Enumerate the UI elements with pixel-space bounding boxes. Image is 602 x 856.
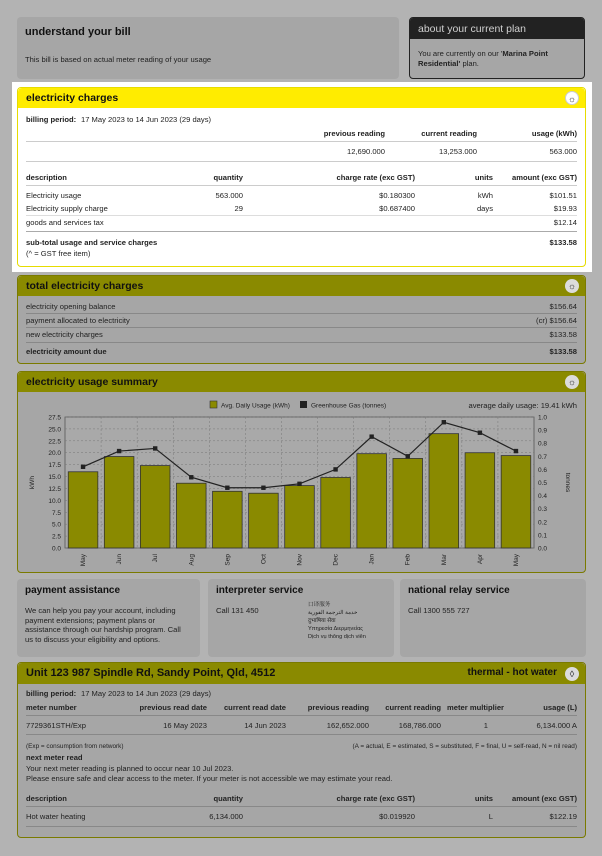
charge-units: L xyxy=(488,812,493,821)
x-tick-label: Dec xyxy=(332,554,340,566)
x-tick-label: Mar xyxy=(440,554,448,566)
y2-tick-label: 0.4 xyxy=(538,493,548,501)
greenhouse-point xyxy=(333,467,337,471)
electricity-charges-card xyxy=(17,87,586,267)
total-label: new electricity charges xyxy=(26,330,103,339)
amount-due-value: $133.58 xyxy=(549,347,577,356)
charge-rate: $0.180300 xyxy=(379,191,415,200)
meter-value: 7729361STH/Exp xyxy=(26,721,86,730)
charge-units: kWh xyxy=(477,191,493,200)
col-header: amount (exc GST) xyxy=(512,173,577,182)
divider xyxy=(26,342,577,343)
reading-value: 563.000 xyxy=(549,147,577,156)
greenhouse-point xyxy=(442,420,446,424)
amount-due-label: electricity amount due xyxy=(26,347,107,356)
total-value: $133.58 xyxy=(549,330,577,339)
bar xyxy=(393,458,423,548)
y-tick-label: 7.5 xyxy=(51,509,61,517)
col-header: amount (exc GST) xyxy=(512,794,577,803)
greenhouse-point xyxy=(369,434,373,438)
y-tick-label: 22.5 xyxy=(48,438,61,446)
x-tick-label: Feb xyxy=(404,554,412,566)
next-read-title: next meter read xyxy=(26,753,83,762)
read-codes-note: (A = actual, E = estimated, S = substituted, F = final, U = self-read, N = nil read) xyxy=(352,743,577,750)
language-line: दुभाषिया सेवा xyxy=(308,618,336,624)
col-header: quantity xyxy=(213,794,243,803)
interpreter-languages xyxy=(308,601,366,641)
divider xyxy=(26,231,577,232)
y-axis-label: kWh xyxy=(29,476,36,489)
x-tick-label: Jul xyxy=(152,554,160,563)
x-tick-label: Apr xyxy=(476,554,484,565)
usage-chart xyxy=(18,396,584,571)
greenhouse-point xyxy=(189,475,193,479)
billing-period-row xyxy=(26,114,577,126)
charge-amount: $101.51 xyxy=(549,191,577,200)
y2-tick-label: 1.0 xyxy=(538,414,548,422)
language-line: Υπηρεσία Διερμηνείας xyxy=(308,626,364,632)
y2-tick-label: 0.9 xyxy=(538,427,548,435)
legend-swatch xyxy=(210,401,217,408)
language-line: Dịch vụ thông dịch viên xyxy=(308,634,366,640)
charge-desc: Electricity usage xyxy=(26,191,82,200)
interpreter-title: interpreter service xyxy=(216,585,304,596)
x-tick-label: Sep xyxy=(224,554,232,566)
subtotal-value: $133.58 xyxy=(549,238,577,247)
meter-value: 168,786.000 xyxy=(398,721,441,730)
next-read-text-row xyxy=(26,773,577,785)
hw-header-row xyxy=(26,793,577,805)
payment-assistance-title: payment assistance xyxy=(25,585,121,596)
legend-label: Greenhouse Gas (tonnes) xyxy=(311,402,387,410)
greenhouse-point xyxy=(297,482,301,486)
meter-header: current read date xyxy=(223,703,286,712)
legend-label: Avg. Daily Usage (kWh) xyxy=(221,402,290,410)
language-line: خدمة الترجمة الفورية xyxy=(308,610,358,616)
y2-axis-label: tonnes xyxy=(564,472,571,493)
total-value: $156.64 xyxy=(549,302,577,311)
col-header: description xyxy=(26,794,67,803)
text-line: We can help you pay your account, including xyxy=(25,606,176,615)
total-row xyxy=(26,301,577,313)
plan-text xyxy=(418,49,578,69)
reading-header: previous reading xyxy=(323,129,385,138)
y2-tick-label: 0.6 xyxy=(538,466,548,474)
reading-header-row xyxy=(26,128,577,140)
y-tick-label: 5.0 xyxy=(51,521,61,529)
relay-call: Call 1300 555 727 xyxy=(408,606,470,615)
y2-tick-label: 0.7 xyxy=(538,453,548,461)
reading-values-row xyxy=(26,146,577,158)
reading-value: 13,253.000 xyxy=(438,147,477,156)
total-row xyxy=(26,315,577,327)
col-header: charge rate (exc GST) xyxy=(336,173,415,182)
col-header: quantity xyxy=(213,173,243,182)
service-address: Unit 123 987 Spindle Rd, Sandy Point, Qld, 4512 xyxy=(26,667,276,679)
charge-rate: $0.019920 xyxy=(379,812,415,821)
greenhouse-point xyxy=(225,486,229,490)
divider xyxy=(26,327,577,328)
bar xyxy=(140,466,170,548)
divider xyxy=(26,734,577,735)
x-tick-label: Nov xyxy=(296,554,304,566)
meter-header: current reading xyxy=(385,703,441,712)
col-header: units xyxy=(474,794,493,803)
total-charges-card xyxy=(17,275,586,364)
charge-qty: 563.000 xyxy=(215,191,243,200)
exp-note: (Exp = consumption from network) xyxy=(26,743,124,750)
relay-card xyxy=(400,579,586,657)
charge-units: days xyxy=(476,204,493,213)
plan-text-pre: You are currently on our ' xyxy=(418,49,503,58)
x-tick-label: Jan xyxy=(368,554,376,565)
total-row xyxy=(26,329,577,341)
text-line: assistance through our hardship program. Call xyxy=(25,625,181,634)
interpreter-card xyxy=(208,579,394,657)
reading-header: current reading xyxy=(421,129,477,138)
legend-swatch xyxy=(300,401,307,408)
charge-amount: $122.19 xyxy=(549,812,577,821)
lightbulb-icon: ☼ xyxy=(565,375,579,389)
bar xyxy=(501,456,531,548)
meter-header: usage (L) xyxy=(543,703,577,712)
plan-text-post: plan. xyxy=(460,59,479,68)
gst-note: (^ = GST free item) xyxy=(26,249,91,258)
charge-amount: $12.14 xyxy=(553,218,577,227)
charges-header-row xyxy=(26,172,577,184)
plan-card xyxy=(409,17,585,79)
y-tick-label: 27.5 xyxy=(48,414,61,422)
droplet-icon: ◊ xyxy=(565,667,579,681)
y-tick-label: 20.0 xyxy=(48,450,61,458)
charge-desc: goods and services tax xyxy=(26,218,104,227)
lightbulb-icon: ☼ xyxy=(565,91,579,105)
charge-qty: 29 xyxy=(234,204,243,213)
charge-qty: 6,134.000 xyxy=(209,812,243,821)
electricity-charges-title: electricity charges xyxy=(26,92,119,104)
billing-period-value: 17 May 2023 to 14 Jun 2023 (29 days) xyxy=(81,115,212,124)
y2-tick-label: 0.5 xyxy=(538,480,548,487)
hw-charge-row xyxy=(26,811,577,823)
next-read-text: Please ensure safe and clear access to the meter. If your meter is not accessible we may estimate your read. xyxy=(26,774,393,783)
greenhouse-point xyxy=(514,449,518,453)
y2-tick-label: 0.8 xyxy=(538,440,548,448)
greenhouse-point xyxy=(153,446,157,450)
y-tick-label: 17.5 xyxy=(48,462,61,470)
gst-note-row xyxy=(26,248,577,260)
text-line: us to discuss your eligibility and options. xyxy=(25,634,161,644)
meter-values-row xyxy=(26,720,577,732)
total-label: electricity opening balance xyxy=(26,302,116,311)
plan-name: Marina Point Residential' xyxy=(418,49,548,68)
interpreter-call: Call 131 450 xyxy=(216,606,259,615)
x-tick-label: Oct xyxy=(260,554,268,565)
bar xyxy=(176,483,206,548)
bar xyxy=(357,454,387,548)
divider xyxy=(26,215,577,216)
charge-row xyxy=(26,203,577,215)
meter-value: 1 xyxy=(483,721,488,730)
x-tick-label: Aug xyxy=(188,554,196,566)
greenhouse-point xyxy=(81,465,85,469)
bar xyxy=(213,491,243,548)
divider xyxy=(26,313,577,314)
greenhouse-point xyxy=(406,454,410,458)
y2-tick-label: 0.3 xyxy=(538,506,548,514)
usage-summary-title: electricity usage summary xyxy=(26,376,158,388)
understand-bill-text: This bill is based on actual meter reading of your usage xyxy=(25,55,212,64)
divider xyxy=(26,715,577,716)
y2-tick-label: 0.1 xyxy=(538,532,548,540)
bar xyxy=(321,477,351,548)
total-charges-title: total electricity charges xyxy=(26,280,144,292)
col-header: description xyxy=(26,173,67,182)
meter-header: meter number xyxy=(26,703,77,712)
reading-value: 12,690.000 xyxy=(346,147,385,156)
col-header: charge rate (exc GST) xyxy=(336,794,415,803)
payment-assistance-card xyxy=(17,579,200,657)
text-line: payment extensions; payment plans or xyxy=(25,615,156,625)
service-type: thermal - hot water xyxy=(467,667,557,678)
understand-bill-card xyxy=(17,17,399,79)
charge-amount: $19.93 xyxy=(553,204,577,213)
y-tick-label: 25.0 xyxy=(48,426,61,434)
charge-desc: Hot water heating xyxy=(26,812,86,821)
col-header: units xyxy=(474,173,493,182)
greenhouse-point xyxy=(261,486,265,490)
greenhouse-point xyxy=(117,449,121,453)
greenhouse-point xyxy=(478,431,482,435)
y2-tick-label: 0.0 xyxy=(538,545,548,553)
hot-water-card xyxy=(17,662,586,838)
next-read-text: Your next meter reading is planned to occur near 10 Jul 2023. xyxy=(26,764,234,773)
charge-desc: Electricity supply charge xyxy=(26,204,108,213)
billing-period-label: billing period: xyxy=(26,689,77,698)
lightbulb-icon: ☼ xyxy=(565,279,579,293)
total-label: payment allocated to electricity xyxy=(26,316,130,325)
bar xyxy=(465,453,495,548)
meter-header: previous reading xyxy=(307,703,369,712)
understand-bill-title: understand your bill xyxy=(25,26,131,38)
bar xyxy=(68,472,98,548)
usage-summary-header xyxy=(18,372,585,392)
amount-due-row xyxy=(26,346,577,358)
divider xyxy=(26,161,577,162)
x-tick-label: May xyxy=(80,554,88,567)
billing-period-value: 17 May 2023 to 14 Jun 2023 (29 days) xyxy=(81,689,212,698)
meter-value: 162,652.000 xyxy=(326,721,369,730)
bar xyxy=(429,434,459,548)
total-value: (cr) $156.64 xyxy=(536,316,577,325)
meter-header: previous read date xyxy=(139,703,207,712)
meter-value: 14 Jun 2023 xyxy=(244,721,286,730)
usage-summary-card xyxy=(17,371,586,573)
reading-header: usage (kWh) xyxy=(531,129,577,138)
y-tick-label: 10.0 xyxy=(48,497,61,505)
bar xyxy=(249,493,279,548)
relay-title: national relay service xyxy=(408,585,510,596)
total-charges-header xyxy=(18,276,585,296)
x-tick-label: Jun xyxy=(116,554,124,565)
meter-value: 16 May 2023 xyxy=(163,721,207,730)
billing-period-label: billing period: xyxy=(26,115,77,124)
language-line: 口译服务 xyxy=(308,602,331,608)
y-tick-label: 15.0 xyxy=(48,474,61,482)
average-daily-usage: average daily usage: 19.41 kWh xyxy=(468,401,577,410)
y2-tick-label: 0.2 xyxy=(538,519,548,527)
bar xyxy=(104,457,134,548)
payment-assistance-text xyxy=(25,606,181,644)
charge-row xyxy=(26,190,577,202)
subtotal-label: sub-total usage and service charges xyxy=(26,238,158,247)
divider xyxy=(26,826,577,827)
divider xyxy=(26,185,577,186)
electricity-charges-header xyxy=(18,88,585,108)
y-tick-label: 0.0 xyxy=(51,545,61,553)
divider xyxy=(26,806,577,807)
billing-period-row xyxy=(26,688,577,700)
charge-rate: $0.687400 xyxy=(379,204,415,213)
meter-header: meter multiplier xyxy=(447,703,504,712)
plan-title: about your current plan xyxy=(418,23,526,35)
divider xyxy=(26,141,577,142)
charge-row xyxy=(26,217,577,229)
meter-value: 6,134.000 A xyxy=(536,721,577,730)
bar xyxy=(285,486,315,548)
y-tick-label: 2.5 xyxy=(51,533,61,541)
meter-header-row xyxy=(26,702,577,714)
y-tick-label: 12.5 xyxy=(48,485,61,493)
x-tick-label: May xyxy=(512,554,520,567)
